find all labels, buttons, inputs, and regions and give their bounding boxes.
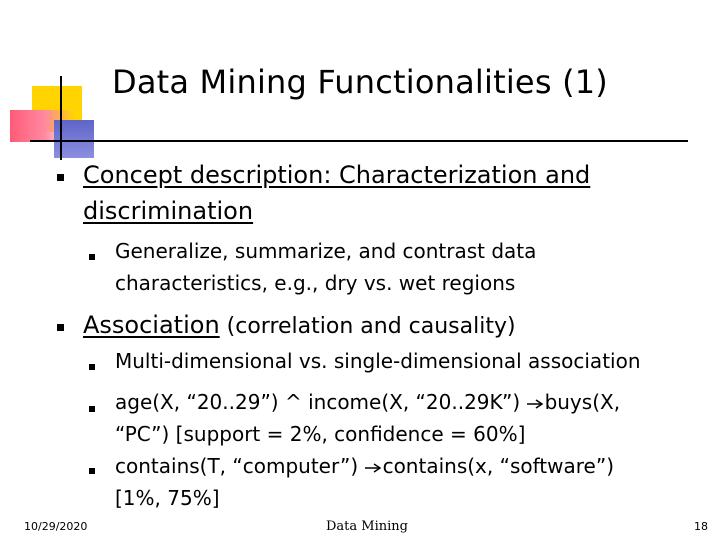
page-number: 18 [694, 520, 708, 533]
bullet-square-icon [57, 174, 64, 181]
bullet-2-sub-2-line-2: “PC”) [support = 2%, confidence = 60%] [115, 422, 526, 446]
bullet-2-sub-2-line-1 [115, 386, 620, 418]
bullet-1-sub-1-line-1: Generalize, summarize, and contrast data [115, 239, 537, 263]
bullet-2-association: Association [83, 311, 220, 339]
bullet-2-rest: (correlation and causality) [219, 314, 516, 339]
bullet-2-text [83, 307, 516, 345]
sub-bullet-square-icon [89, 364, 95, 370]
rule-antecedent: age(X, “20..29”) ^ income(X, “20..29K”) [115, 390, 527, 414]
rule-consequent: buys(X, [544, 390, 621, 414]
footer-date: 10/29/2020 [24, 520, 88, 533]
rule-consequent: contains(x, “software”) [382, 454, 615, 478]
sub-bullet-square-icon [89, 468, 95, 474]
rule-antecedent: contains(T, “computer”) [115, 454, 365, 478]
bullet-2-sub-3-line-1 [115, 450, 614, 482]
right-arrow-icon [365, 463, 383, 473]
bullet-2-sub-1: Multi-dimensional vs. single-dimensional association [115, 349, 641, 373]
bullet-1-line-2: discrimination [83, 197, 254, 225]
sub-bullet-square-icon [89, 406, 95, 412]
right-arrow-icon [527, 399, 545, 409]
slide-title: Data Mining Functionalities (1) [111, 63, 608, 101]
bullet-1-sub-1-line-2: characteristics, e.g., dry vs. wet regions [115, 271, 516, 295]
bullet-1-line-1: Concept description: Characterization and [83, 161, 591, 189]
title-underline-rule [30, 140, 688, 142]
footer-title: Data Mining [326, 519, 408, 534]
sub-bullet-square-icon [89, 254, 95, 260]
bullet-2-sub-3-line-2: [1%, 75%] [115, 486, 220, 510]
bullet-square-icon [57, 324, 64, 331]
